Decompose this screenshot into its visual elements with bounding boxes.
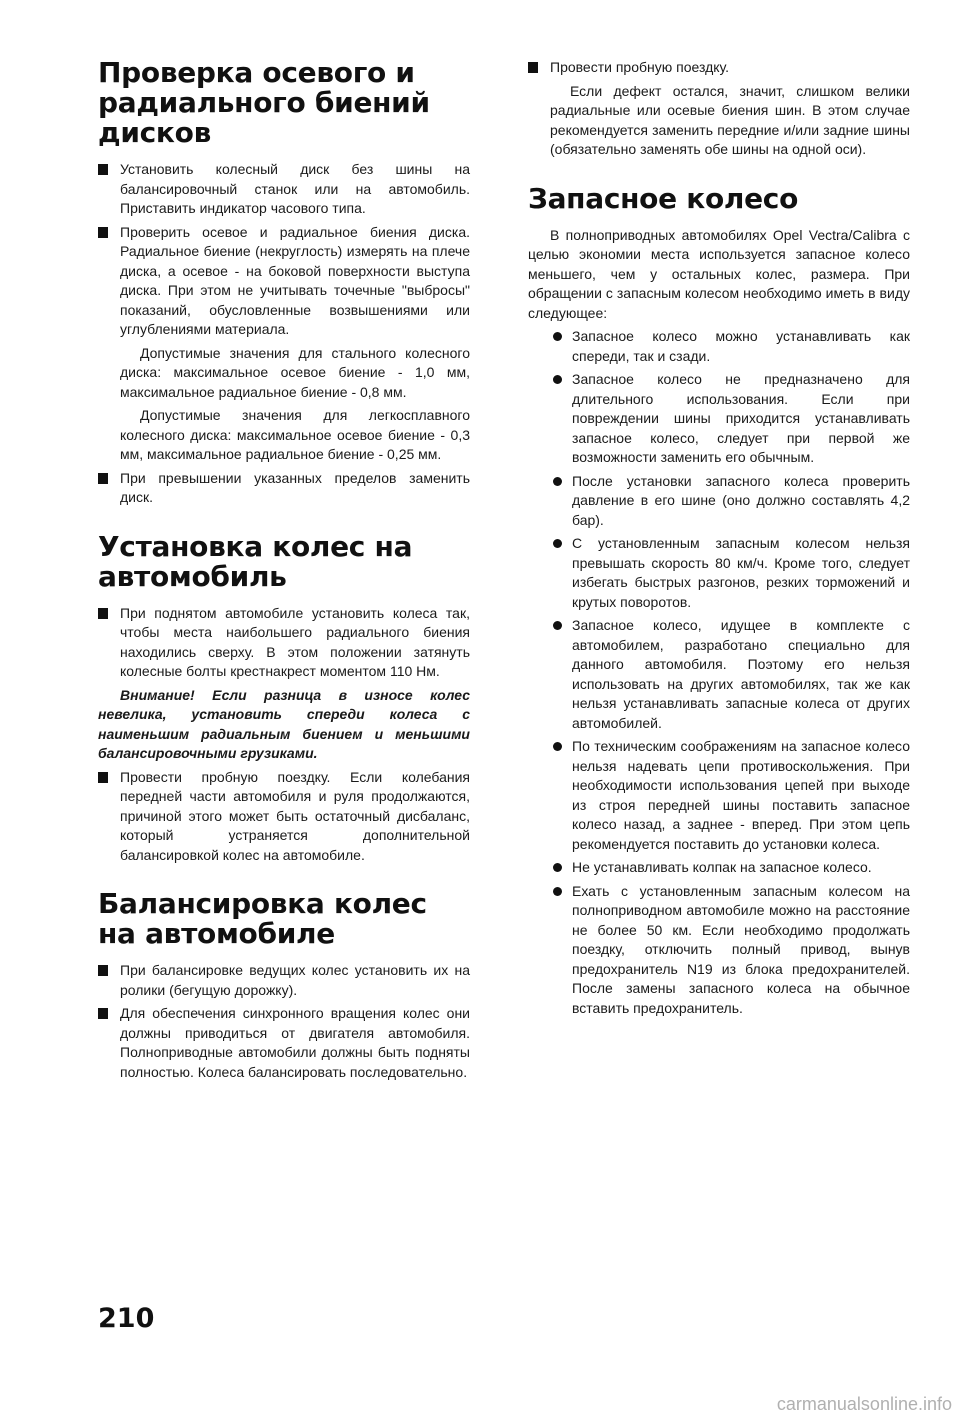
- section-title-disc-runout: Проверка осевого и радиального биений дисков: [98, 56, 430, 149]
- bullet-item: Провести пробную поездку. Если колебания передней части автомобиля и руля продолжаются, причиной этого может быть остаточный дисбаланс, который устраняется дополнительной балансировкой колес на автомобиле.: [98, 768, 470, 866]
- warning-label: Внимание!: [120, 686, 195, 703]
- dot-item: По техническим соображениям на запасное колесо нельзя надевать цепи противоскольжения. При необходимости использования цепей при выходе из строя передней шины поставить запасное колесо назад, а заднее - вперед. При этом цепь рекомендуется поставить до установки колеса.: [528, 737, 910, 854]
- dot-item: Запасное колесо, идущее в комплекте с автомобилем, разработано специально для данного автомобиля. Поэтому его нельзя использовать на других автомобилях, так же как нельзя устанавливать запасные колеса от других автомобилей.: [528, 616, 910, 733]
- watermark: carmanualsonline.info: [776, 1394, 952, 1414]
- dot-item: С установленным запасным колесом нельзя превышать скорость 80 км/ч. Кроме того, следует избегать быстрых разгонов, резких торможений и крутых поворотов.: [528, 534, 910, 612]
- dot-item: Запасное колесо не предназначено для длительного использования. Если при повреждении шины приходится устанавливать запасное колесо, следует при первой же возможности заменить его обычным.: [528, 370, 910, 468]
- bullet-item: Проверить осевое и радиальное биения диска. Радиальное биение (некруглость) измерять на плече диска, а осевое - на боковой поверхности выступа диска. При этом не учитывать точечные "выбросы" показаний, обусловленные возвышениями или углублениями материала.: [98, 223, 470, 340]
- warning-text: Если разница в износе колес невелика, установить спереди колеса с наименьшим радиальным биением и меньшими балансировочными грузиками.: [98, 686, 470, 761]
- paragraph: Допустимые значения для легкосплавного колесного диска: максимальное осевое биение - 0,3 мм, максимальное радиальное биение - 0,25 мм.: [120, 407, 470, 462]
- dot-item: Запасное колесо можно устанавливать как спереди, так и сзади.: [528, 327, 910, 366]
- dot-item: После установки запасного колеса проверить давление в его шине (оно должно составлять 4,2 бар).: [528, 472, 910, 531]
- left-column: [98, 58, 470, 1086]
- section-title-wheel-balancing: Балансировка колес на автомобиле: [98, 887, 427, 950]
- paragraph: В полноприводных автомобилях Opel Vectra/Calibra с целью экономии места используется запасное колесо меньшего, чем у остальных колес, размера. При обращении с запасным колесом необходимо иметь в виду следующее:: [528, 226, 910, 321]
- dot-item: Не устанавливать колпак на запасное колесо.: [528, 858, 910, 878]
- right-column: [528, 58, 910, 1022]
- section-title-spare-wheel: Запасное колесо: [528, 181, 799, 215]
- bullet-item: При превышении указанных пределов заменить диск.: [98, 469, 470, 508]
- bullet-item: Установить колесный диск без шины на балансировочный станок или на автомобиль. Приставить индикатор часового типа.: [98, 160, 470, 219]
- bullet-item: Для обеспечения синхронного вращения колес они должны приводиться от двигателя автомобиля. Полноприводные автомобили должны быть подняты полностью. Колеса балансировать последовательно.: [98, 1004, 470, 1082]
- dot-item: Ехать с установленным запасным колесом на полноприводном автомобиле можно на расстояние не более 50 км. Если необходимо продолжать поездку, отключить полный привод, вынув предохранитель N19 из блока предохранителей. После замены запасного колеса на обычное вставить предохранитель.: [528, 882, 910, 1019]
- bullet-item: При поднятом автомобиле установить колеса так, чтобы места наибольшего радиального биения находились сверху. В этом положении затянуть колесные болты крестнакрест моментом 110 Нм.: [98, 604, 470, 682]
- page-number: 210: [98, 1303, 155, 1334]
- paragraph: Допустимые значения для стального колесного диска: максимальное осевое биение - 1,0 мм, максимальное радиальное биение - 0,8 мм.: [120, 344, 470, 400]
- warning-paragraph: [98, 686, 470, 764]
- section-title-wheel-install: Установка колес на автомобиль: [98, 529, 413, 593]
- paragraph: Если дефект остался, значит, слишком велики радиальные или осевые биения шин. В этом случае рекомендуется заменить передние и/или задние шины (обязательно заменять обе шины на одной оси).: [550, 82, 910, 157]
- bullet-item: Провести пробную поездку.: [528, 58, 910, 78]
- bullet-item: При балансировке ведущих колес установить их на ролики (бегущую дорожку).: [98, 961, 470, 1000]
